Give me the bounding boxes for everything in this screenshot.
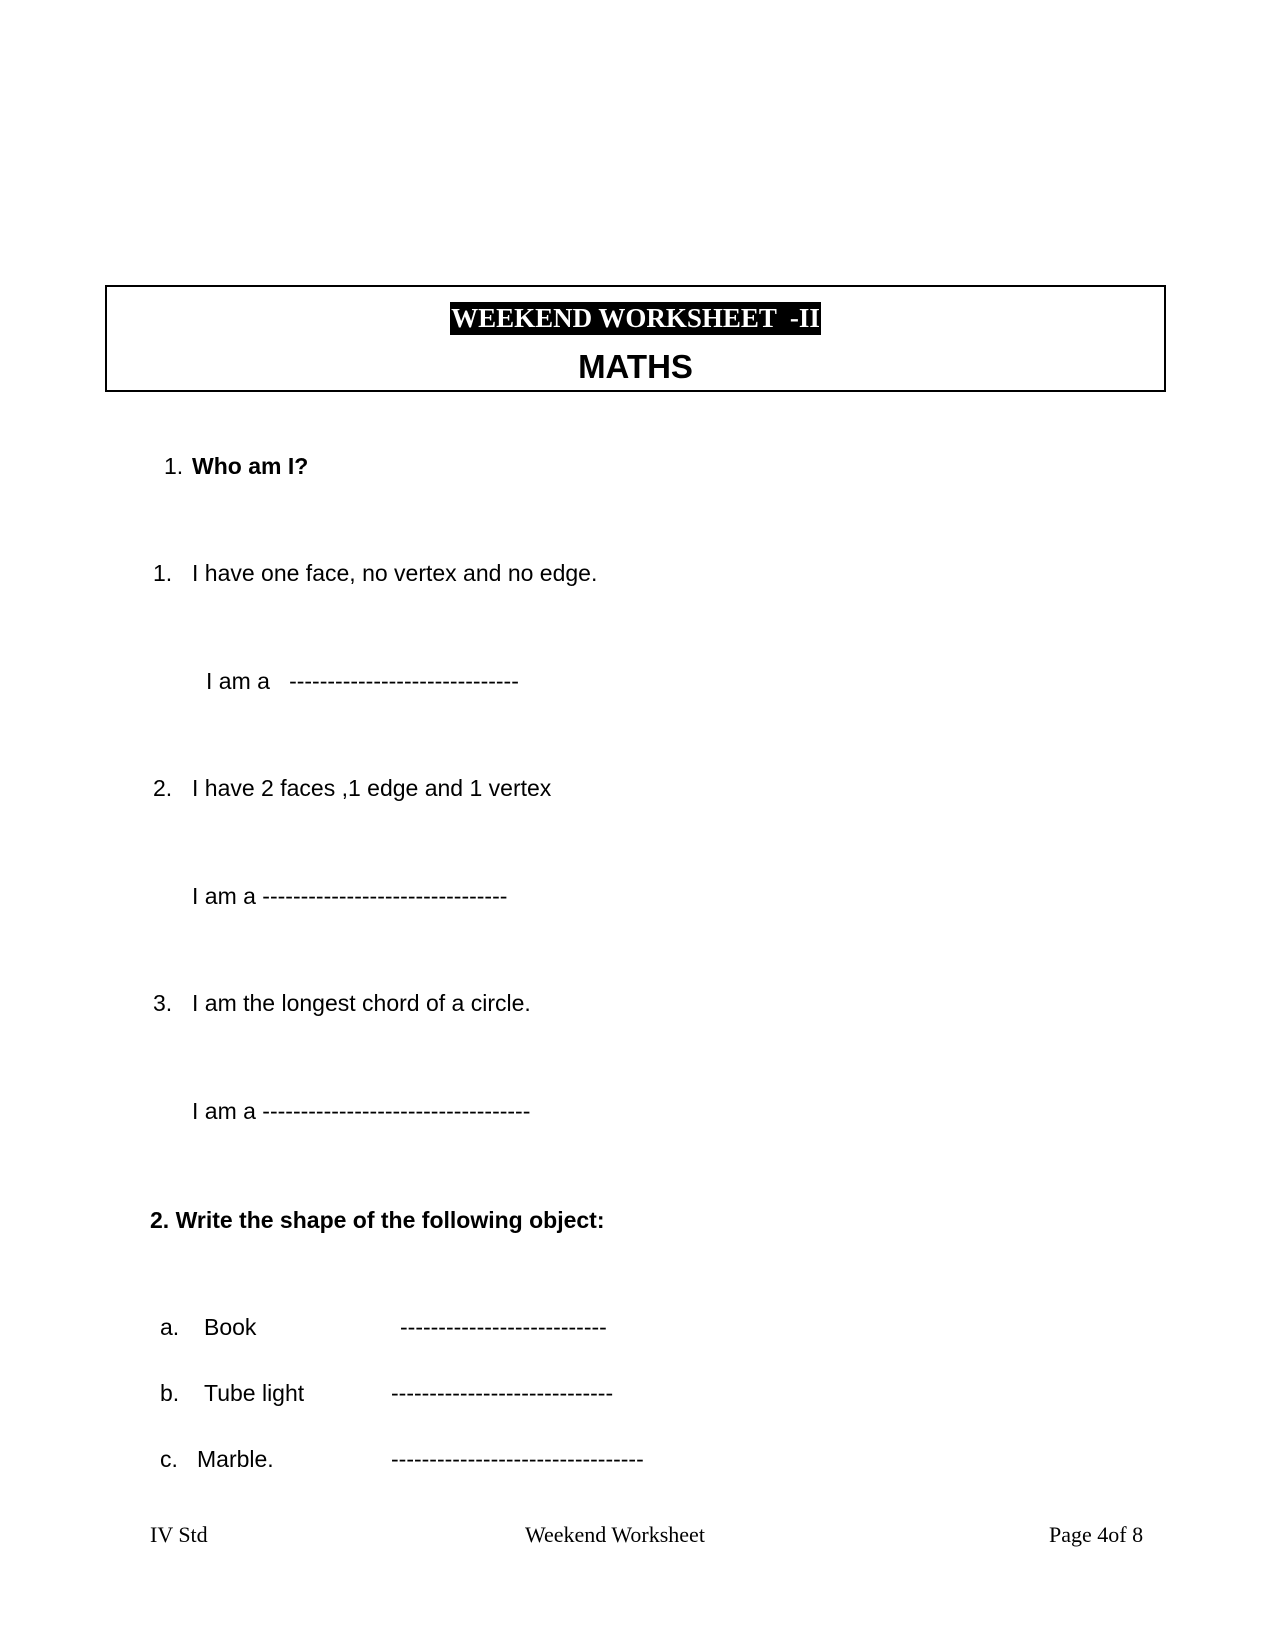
worksheet-header-box bbox=[105, 285, 1166, 392]
item-blank: --------------------------- bbox=[400, 1314, 607, 1340]
item-blank: --------------------------------- bbox=[391, 1446, 644, 1472]
item-label: Tube light bbox=[204, 1380, 305, 1406]
item-letter: c. bbox=[160, 1446, 178, 1472]
footer-title: Weekend Worksheet bbox=[525, 1522, 705, 1547]
worksheet-title bbox=[107, 302, 1164, 335]
item-blank: ----------------------------- bbox=[391, 1380, 614, 1406]
answer-line: I am a ----------------------------------- bbox=[192, 1098, 531, 1124]
section1-heading: Who am I? bbox=[192, 453, 309, 479]
answer-line: I am a ------------------------------ bbox=[206, 668, 519, 694]
section2-heading: 2. Write the shape of the following object: bbox=[150, 1207, 605, 1233]
answer-line: I am a -------------------------------- bbox=[192, 883, 508, 909]
item-label: Marble. bbox=[197, 1446, 274, 1472]
footer-class: IV Std bbox=[150, 1522, 208, 1547]
question-number: 2. bbox=[153, 775, 173, 801]
item-letter: b. bbox=[160, 1380, 180, 1406]
item-letter: a. bbox=[160, 1314, 180, 1340]
question-number: 3. bbox=[153, 990, 173, 1016]
question-text: I am the longest chord of a circle. bbox=[192, 990, 531, 1016]
footer-page-number: Page 4of 8 bbox=[1049, 1522, 1144, 1547]
subject-title: MATHS bbox=[578, 348, 693, 385]
question-number: 1. bbox=[153, 560, 173, 586]
section1-number: 1. bbox=[164, 453, 184, 479]
question-text: I have one face, no vertex and no edge. bbox=[192, 560, 598, 586]
worksheet-title-text: WEEKEND WORKSHEET -II bbox=[451, 303, 820, 333]
question-text: I have 2 faces ,1 edge and 1 vertex bbox=[192, 775, 552, 801]
item-label: Book bbox=[204, 1314, 257, 1340]
